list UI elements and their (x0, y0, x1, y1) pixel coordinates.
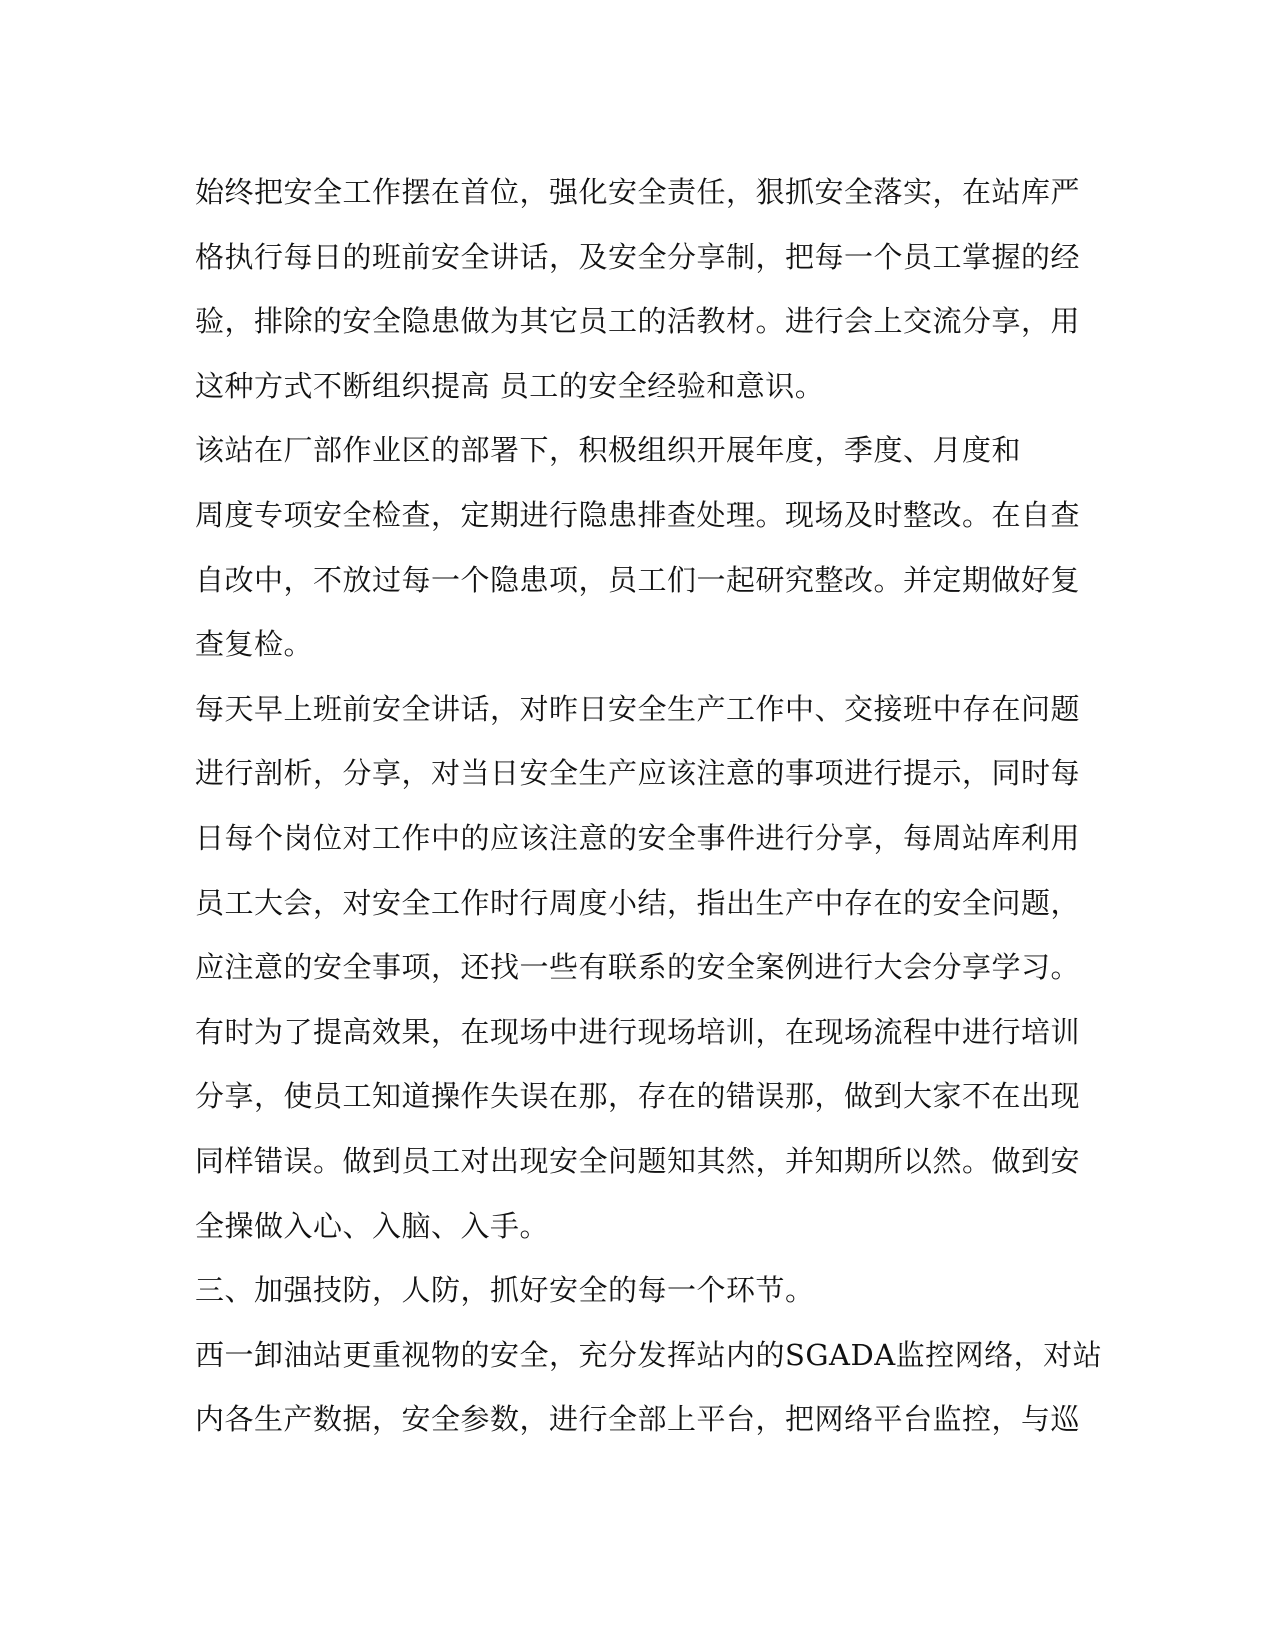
text-line: 西一卸油站更重视物的安全，充分发挥站内的SGADA监控网络，对站 (195, 1337, 1103, 1372)
text-line: 格执行每日的班前安全讲话，及安全分享制，把每一个员工掌握的经 (195, 239, 1081, 274)
text-line: 内各生产数据，安全参数，进行全部上平台，把网络平台监控，与巡 (195, 1402, 1081, 1437)
text-line: 自改中，不放过每一个隐患项，员工们一起研究整改。并定期做好复 (195, 562, 1081, 597)
text-line: 该站在厂部作业区的部署下，积极组织开展年度，季度、月度和 (195, 433, 1022, 468)
body-text (195, 160, 1103, 1452)
text-line: 员工大会，对安全工作时行周度小结，指出生产中存在的安全问题， (195, 885, 1081, 920)
text-line: 同样错误。做到员工对出现安全问题知其然，并知期所以然。做到安 (195, 1143, 1081, 1178)
text-line: 周度专项安全检查，定期进行隐患排查处理。现场及时整改。在自查 (195, 497, 1081, 532)
text-line: 应注意的安全事项，还找一些有联系的安全案例进行大会分享学习。 (195, 950, 1081, 985)
text-line: 验，排除的安全隐患做为其它员工的活教材。进行会上交流分享，用 (195, 304, 1081, 339)
text-line: 全操做入心、入脑、入手。 (195, 1208, 550, 1243)
text-line: 日每个岗位对工作中的应该注意的安全事件进行分享，每周站库利用 (195, 820, 1081, 855)
text-line: 分享，使员工知道操作失误在那，存在的错误那，做到大家不在出现 (195, 1079, 1081, 1114)
text-line: 每天早上班前安全讲话，对昨日安全生产工作中、交接班中存在问题 (195, 691, 1081, 726)
text-line: 始终把安全工作摆在首位，强化安全责任，狠抓安全落实，在站库严 (195, 175, 1081, 209)
text-line: 有时为了提高效果，在现场中进行现场培训，在现场流程中进行培训 (195, 1014, 1081, 1049)
text-line: 进行剖析，分享，对当日安全生产应该注意的事项进行提示，同时每 (195, 756, 1081, 791)
section-heading: 三、加强技防，人防，抓好安全的每一个环节。 (195, 1273, 815, 1308)
text-line: 这种方式不断组织提高 员工的安全经验和意识。 (195, 368, 825, 403)
text-line: 查复检。 (195, 627, 314, 662)
